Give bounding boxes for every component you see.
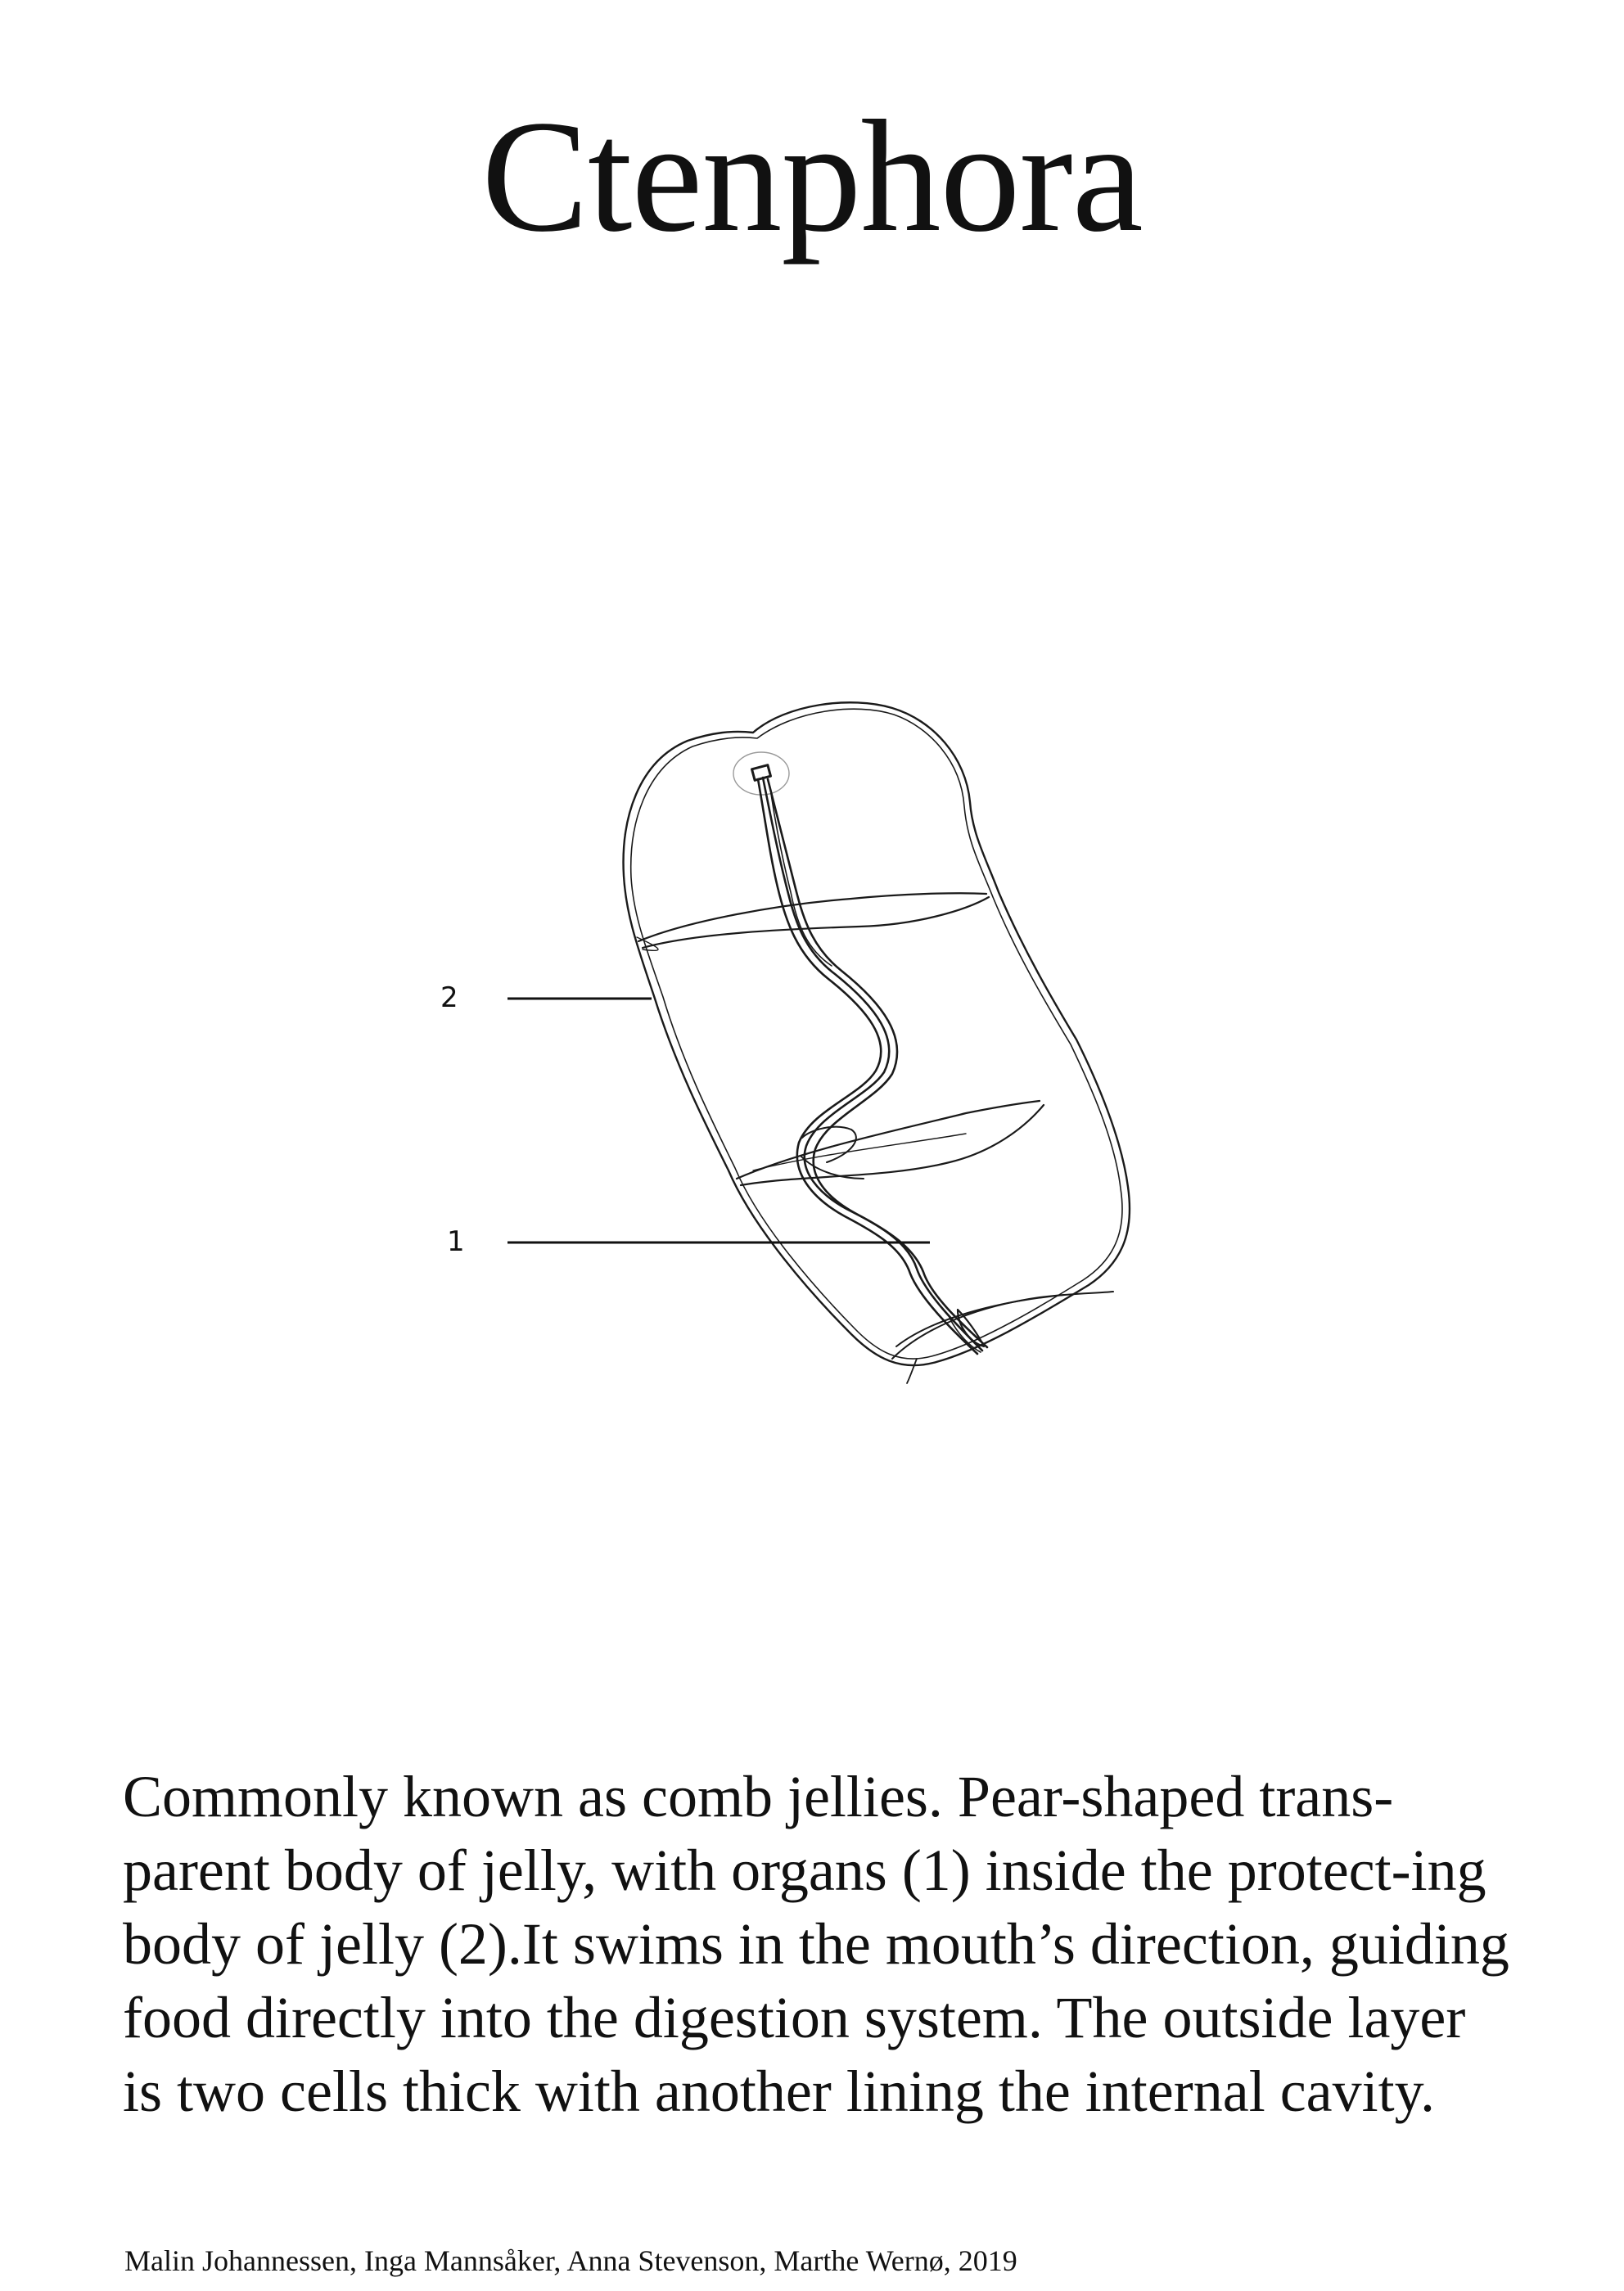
credits-text: Malin Johannessen, Inga Mannsåker, Anna Stevenson, Marthe Wernø, 2019 (124, 2244, 1017, 2277)
label-number-1: 1 (447, 1225, 465, 1258)
label-1 (447, 1225, 930, 1258)
label-number-2: 2 (440, 981, 458, 1014)
internal-organ (758, 778, 987, 1354)
ctenophore-illustration (393, 606, 1211, 1473)
middle-band (737, 1101, 1044, 1185)
upper-band (637, 893, 989, 950)
ctenophore-drawing (393, 606, 1211, 1473)
page-title: Ctenphora (481, 88, 1143, 265)
lower-band (892, 1292, 1113, 1383)
apical-organ (733, 752, 789, 795)
label-2 (440, 981, 652, 1014)
description-text: Commonly known as comb jellies. Pear-shaped trans-parent body of jelly, with organs (1) inside the protect-ing body of jelly (2).It swims in the mouth’s direction, guiding food directly into the digestion system. The outside layer is two cells thick with another lining the internal cavity. (123, 1764, 1509, 2124)
